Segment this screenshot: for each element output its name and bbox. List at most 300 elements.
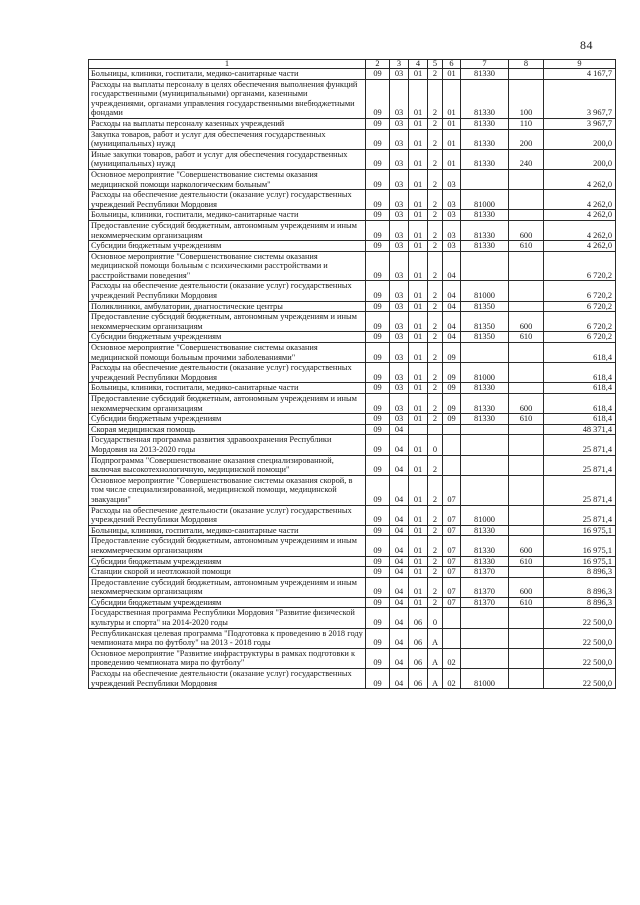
row-name: Поликлиники, амбулатории, диагностические центры: [89, 301, 366, 312]
code-program: 2: [428, 536, 443, 556]
code-target-article: 81330: [461, 383, 509, 394]
code-program: 2: [428, 332, 443, 343]
table-row: [89, 241, 616, 252]
code-expense-type: [509, 281, 544, 301]
code-subprogram: 01: [443, 149, 461, 169]
code-ministry: 09: [366, 525, 390, 536]
code-subprogram: 07: [443, 567, 461, 578]
row-name: Основное мероприятие "Развитие инфраструктуры в рамках подготовки к проведению чемпионата мира по футболу": [89, 648, 366, 668]
table-row: [89, 210, 616, 221]
code-expense-type: [509, 343, 544, 363]
row-amount: 16 975,1: [544, 536, 616, 556]
code-subprogram: 07: [443, 597, 461, 608]
code-subprogram: [443, 424, 461, 435]
code-subprogram: 03: [443, 169, 461, 189]
code-target-article: 81330: [461, 414, 509, 425]
code-subsection: 01: [409, 435, 428, 455]
code-program: 2: [428, 149, 443, 169]
code-ministry: 09: [366, 69, 390, 80]
code-subprogram: 07: [443, 525, 461, 536]
code-expense-type: [509, 608, 544, 628]
code-section: 03: [390, 414, 409, 425]
code-program: 2: [428, 69, 443, 80]
code-target-article: [461, 455, 509, 475]
row-name: Субсидии бюджетным учреждениям: [89, 556, 366, 567]
row-amount: 22 500,0: [544, 608, 616, 628]
row-name: Расходы на выплаты персоналу казенных учреждений: [89, 118, 366, 129]
code-target-article: [461, 424, 509, 435]
code-subprogram: 07: [443, 505, 461, 525]
code-subprogram: 09: [443, 394, 461, 414]
code-subsection: 01: [409, 455, 428, 475]
code-ministry: 09: [366, 597, 390, 608]
code-ministry: 09: [366, 475, 390, 505]
code-ministry: 09: [366, 363, 390, 383]
table-row: [89, 577, 616, 597]
code-ministry: 09: [366, 241, 390, 252]
table-row: [89, 363, 616, 383]
code-target-article: 81370: [461, 567, 509, 578]
table-row: [89, 79, 616, 118]
row-amount: 25 871,4: [544, 475, 616, 505]
code-section: 03: [390, 118, 409, 129]
row-name: Расходы на обеспечение деятельности (оказание услуг) государственных учреждений Республики Мордовия: [89, 281, 366, 301]
code-expense-type: 100: [509, 79, 544, 118]
row-name: Предоставление субсидий бюджетным, автономным учреждениям и иным некоммерческим организациям: [89, 312, 366, 332]
code-expense-type: 110: [509, 118, 544, 129]
code-section: 03: [390, 312, 409, 332]
row-name: Предоставление субсидий бюджетным, автономным учреждениям и иным некоммерческим организациям: [89, 220, 366, 240]
code-program: 2: [428, 169, 443, 189]
row-name: Больницы, клиники, госпитали, медико-санитарные части: [89, 383, 366, 394]
row-name: Республиканская целевая программа "Подготовка к проведению в 2018 году чемпионата мира по футболу" на 2013 - 2018 годы: [89, 628, 366, 648]
table-row: [89, 536, 616, 556]
code-expense-type: [509, 251, 544, 281]
code-target-article: 81350: [461, 332, 509, 343]
code-subsection: 01: [409, 363, 428, 383]
code-expense-type: [509, 567, 544, 578]
code-ministry: 09: [366, 435, 390, 455]
code-section: 03: [390, 241, 409, 252]
row-amount: 6 720,2: [544, 251, 616, 281]
code-expense-type: [509, 669, 544, 689]
column-header: 1: [89, 60, 366, 69]
code-subsection: 01: [409, 190, 428, 210]
code-program: 2: [428, 251, 443, 281]
code-subsection: 01: [409, 343, 428, 363]
code-expense-type: 600: [509, 394, 544, 414]
code-section: 04: [390, 505, 409, 525]
code-expense-type: [509, 455, 544, 475]
code-section: 03: [390, 281, 409, 301]
code-section: 03: [390, 79, 409, 118]
code-expense-type: [509, 648, 544, 668]
code-subsection: 06: [409, 648, 428, 668]
code-ministry: 09: [366, 628, 390, 648]
code-ministry: 09: [366, 577, 390, 597]
code-subprogram: 01: [443, 69, 461, 80]
code-subsection: 01: [409, 118, 428, 129]
code-section: 03: [390, 149, 409, 169]
row-amount: 25 871,4: [544, 455, 616, 475]
row-name: Станции скорой и неотложной помощи: [89, 567, 366, 578]
code-subprogram: 07: [443, 577, 461, 597]
code-subprogram: 01: [443, 129, 461, 149]
code-subprogram: 09: [443, 414, 461, 425]
code-subsection: 01: [409, 505, 428, 525]
table-row: [89, 118, 616, 129]
code-target-article: 81370: [461, 577, 509, 597]
table-row: [89, 414, 616, 425]
row-name: Основное мероприятие "Совершенствование системы оказания медицинской помощи наркологическим больным": [89, 169, 366, 189]
row-amount: 618,4: [544, 394, 616, 414]
row-name: Скорая медицинская помощь: [89, 424, 366, 435]
row-amount: 4 262,0: [544, 220, 616, 240]
code-target-article: 81330: [461, 118, 509, 129]
code-target-article: 81330: [461, 79, 509, 118]
code-section: 03: [390, 394, 409, 414]
code-ministry: 09: [366, 251, 390, 281]
code-ministry: 09: [366, 220, 390, 240]
row-name: Иные закупки товаров, работ и услуг для обеспечения государственных (муниципальных) нужд: [89, 149, 366, 169]
code-program: 2: [428, 210, 443, 221]
code-expense-type: 610: [509, 414, 544, 425]
code-subprogram: 09: [443, 383, 461, 394]
column-header: 8: [509, 60, 544, 69]
row-amount: 16 975,1: [544, 525, 616, 536]
code-subsection: 01: [409, 567, 428, 578]
code-target-article: 81330: [461, 394, 509, 414]
code-subprogram: [443, 435, 461, 455]
code-program: А: [428, 648, 443, 668]
code-ministry: 09: [366, 669, 390, 689]
code-expense-type: [509, 169, 544, 189]
row-name: Расходы на обеспечение деятельности (оказание услуг) государственных учреждений Республики Мордовия: [89, 363, 366, 383]
code-subprogram: 09: [443, 363, 461, 383]
code-section: 03: [390, 129, 409, 149]
table-row: [89, 281, 616, 301]
code-program: 2: [428, 301, 443, 312]
code-program: 2: [428, 597, 443, 608]
table-row: [89, 424, 616, 435]
code-program: [428, 424, 443, 435]
table-row: [89, 556, 616, 567]
code-expense-type: 600: [509, 577, 544, 597]
code-ministry: 09: [366, 129, 390, 149]
code-ministry: 09: [366, 648, 390, 668]
code-program: 2: [428, 79, 443, 118]
code-subsection: 01: [409, 210, 428, 221]
code-expense-type: 240: [509, 149, 544, 169]
code-subsection: 01: [409, 475, 428, 505]
code-target-article: 81000: [461, 190, 509, 210]
row-amount: 6 720,2: [544, 301, 616, 312]
table-row: [89, 435, 616, 455]
code-expense-type: 610: [509, 597, 544, 608]
row-amount: 6 720,2: [544, 332, 616, 343]
code-target-article: 81330: [461, 149, 509, 169]
code-program: 2: [428, 505, 443, 525]
code-subsection: 01: [409, 536, 428, 556]
row-amount: 618,4: [544, 383, 616, 394]
table-row: [89, 567, 616, 578]
code-subprogram: [443, 455, 461, 475]
code-target-article: [461, 475, 509, 505]
code-ministry: 09: [366, 190, 390, 210]
code-target-article: 81330: [461, 69, 509, 80]
code-program: 0: [428, 608, 443, 628]
code-expense-type: [509, 301, 544, 312]
code-program: 2: [428, 343, 443, 363]
table-row: [89, 129, 616, 149]
code-ministry: 09: [366, 383, 390, 394]
code-subsection: 01: [409, 129, 428, 149]
code-program: А: [428, 669, 443, 689]
code-subsection: 01: [409, 149, 428, 169]
row-amount: 200,0: [544, 129, 616, 149]
code-subprogram: 03: [443, 210, 461, 221]
code-program: 2: [428, 414, 443, 425]
table-row: [89, 220, 616, 240]
table-row: [89, 169, 616, 189]
table-body: [89, 69, 616, 689]
code-section: 04: [390, 577, 409, 597]
table-row: [89, 475, 616, 505]
column-header: 6: [443, 60, 461, 69]
table-row: [89, 251, 616, 281]
code-section: 03: [390, 343, 409, 363]
code-expense-type: [509, 525, 544, 536]
code-subsection: 01: [409, 281, 428, 301]
row-name: Предоставление субсидий бюджетным, автономным учреждениям и иным некоммерческим организациям: [89, 394, 366, 414]
row-amount: 22 500,0: [544, 628, 616, 648]
code-expense-type: 610: [509, 241, 544, 252]
code-expense-type: [509, 190, 544, 210]
code-target-article: 81330: [461, 556, 509, 567]
row-name: Основное мероприятие "Совершенствование системы оказания медицинской помощи больным прочими заболеваниями": [89, 343, 366, 363]
code-ministry: 09: [366, 118, 390, 129]
column-header: 5: [428, 60, 443, 69]
code-program: 2: [428, 525, 443, 536]
code-section: 04: [390, 669, 409, 689]
row-name: Субсидии бюджетным учреждениям: [89, 332, 366, 343]
code-program: 2: [428, 394, 443, 414]
code-section: 03: [390, 301, 409, 312]
code-program: 2: [428, 556, 443, 567]
row-name: Подпрограмма "Совершенствование оказания специализированной, включая высокотехнологичную, медицинской помощи": [89, 455, 366, 475]
table-row: [89, 505, 616, 525]
code-target-article: [461, 608, 509, 628]
code-program: 2: [428, 455, 443, 475]
table-row: [89, 149, 616, 169]
code-subsection: 01: [409, 301, 428, 312]
row-name: Государственная программа Республики Мордовия "Развитие физической культуры и спорта" на 2014-2020 годы: [89, 608, 366, 628]
column-header: 3: [390, 60, 409, 69]
code-subprogram: 01: [443, 79, 461, 118]
table-row: [89, 332, 616, 343]
row-amount: 618,4: [544, 363, 616, 383]
code-subsection: 01: [409, 525, 428, 536]
row-amount: 48 371,4: [544, 424, 616, 435]
row-name: Больницы, клиники, госпитали, медико-санитарные части: [89, 210, 366, 221]
code-ministry: 09: [366, 301, 390, 312]
row-amount: 4 262,0: [544, 190, 616, 210]
code-subsection: 01: [409, 383, 428, 394]
code-ministry: 09: [366, 312, 390, 332]
column-number-row: [89, 60, 616, 69]
code-subsection: 01: [409, 69, 428, 80]
row-name: Основное мероприятие "Совершенствование системы оказания скорой, в том числе специализированной, медицинской помощи, медицинской эвакуации": [89, 475, 366, 505]
code-ministry: 09: [366, 210, 390, 221]
row-name: Основное мероприятие "Совершенствование системы оказания медицинской помощи больным с психическими расстройствами и расстройствами поведения": [89, 251, 366, 281]
row-amount: 6 720,2: [544, 312, 616, 332]
code-subsection: 01: [409, 241, 428, 252]
code-subprogram: 07: [443, 556, 461, 567]
code-expense-type: [509, 424, 544, 435]
code-expense-type: 600: [509, 220, 544, 240]
code-program: 2: [428, 281, 443, 301]
code-subsection: 06: [409, 608, 428, 628]
table-row: [89, 69, 616, 80]
code-expense-type: 610: [509, 556, 544, 567]
row-amount: 3 967,7: [544, 79, 616, 118]
row-name: Расходы на обеспечение деятельности (оказание услуг) государственных учреждений Республики Мордовия: [89, 669, 366, 689]
code-subsection: 06: [409, 628, 428, 648]
table-row: [89, 628, 616, 648]
code-section: 04: [390, 424, 409, 435]
row-amount: 618,4: [544, 414, 616, 425]
code-section: 03: [390, 251, 409, 281]
code-program: 2: [428, 220, 443, 240]
code-subprogram: 01: [443, 118, 461, 129]
code-program: 2: [428, 190, 443, 210]
row-amount: 3 967,7: [544, 118, 616, 129]
code-subprogram: 07: [443, 475, 461, 505]
row-name: Больницы, клиники, госпитали, медико-санитарные части: [89, 69, 366, 80]
code-target-article: 81000: [461, 505, 509, 525]
row-name: Больницы, клиники, госпитали, медико-санитарные части: [89, 525, 366, 536]
row-amount: 4 262,0: [544, 210, 616, 221]
code-target-article: 81330: [461, 536, 509, 556]
code-subprogram: 04: [443, 301, 461, 312]
code-section: 04: [390, 567, 409, 578]
row-name: Расходы на обеспечение деятельности (оказание услуг) государственных учреждений Республики Мордовия: [89, 505, 366, 525]
row-amount: 25 871,4: [544, 505, 616, 525]
code-program: 2: [428, 312, 443, 332]
column-header: 9: [544, 60, 616, 69]
table-row: [89, 383, 616, 394]
code-ministry: 09: [366, 567, 390, 578]
code-program: 2: [428, 118, 443, 129]
code-subsection: 01: [409, 220, 428, 240]
code-ministry: 09: [366, 281, 390, 301]
budget-table: [88, 59, 616, 689]
row-amount: 22 500,0: [544, 669, 616, 689]
code-target-article: 81330: [461, 241, 509, 252]
code-subprogram: 09: [443, 343, 461, 363]
code-section: 04: [390, 525, 409, 536]
code-subprogram: 04: [443, 332, 461, 343]
code-ministry: 09: [366, 343, 390, 363]
code-subprogram: 07: [443, 536, 461, 556]
code-subsection: 01: [409, 79, 428, 118]
code-ministry: 09: [366, 149, 390, 169]
row-name: Расходы на обеспечение деятельности (оказание услуг) государственных учреждений Республики Мордовия: [89, 190, 366, 210]
row-name: Субсидии бюджетным учреждениям: [89, 414, 366, 425]
code-expense-type: 600: [509, 312, 544, 332]
row-name: Субсидии бюджетным учреждениям: [89, 597, 366, 608]
code-section: 04: [390, 597, 409, 608]
row-name: Субсидии бюджетным учреждениям: [89, 241, 366, 252]
code-target-article: [461, 628, 509, 648]
code-ministry: 09: [366, 332, 390, 343]
table-row: [89, 608, 616, 628]
code-program: 2: [428, 577, 443, 597]
code-section: 03: [390, 169, 409, 189]
code-section: 03: [390, 332, 409, 343]
code-ministry: 09: [366, 79, 390, 118]
code-section: 03: [390, 69, 409, 80]
code-subprogram: [443, 608, 461, 628]
code-expense-type: [509, 435, 544, 455]
code-section: 04: [390, 556, 409, 567]
code-expense-type: [509, 475, 544, 505]
code-program: 2: [428, 129, 443, 149]
code-program: 2: [428, 567, 443, 578]
code-section: 04: [390, 648, 409, 668]
code-section: 03: [390, 210, 409, 221]
code-target-article: [461, 648, 509, 668]
code-target-article: 81000: [461, 363, 509, 383]
code-section: 03: [390, 383, 409, 394]
code-target-article: [461, 343, 509, 363]
code-section: 03: [390, 363, 409, 383]
code-section: 04: [390, 536, 409, 556]
code-section: 03: [390, 220, 409, 240]
table-row: [89, 190, 616, 210]
column-header: 4: [409, 60, 428, 69]
code-ministry: 09: [366, 536, 390, 556]
row-name: Закупка товаров, работ и услуг для обеспечения государственных (муниципальных) нужд: [89, 129, 366, 149]
code-expense-type: [509, 210, 544, 221]
code-program: 2: [428, 475, 443, 505]
code-subprogram: 03: [443, 241, 461, 252]
code-target-article: 81370: [461, 597, 509, 608]
row-amount: 8 896,3: [544, 597, 616, 608]
table-row: [89, 525, 616, 536]
code-subprogram: 04: [443, 281, 461, 301]
column-header: 2: [366, 60, 390, 69]
row-amount: 200,0: [544, 149, 616, 169]
code-subprogram: 03: [443, 220, 461, 240]
row-name: Расходы на выплаты персоналу в целях обеспечения выполнения функций государственными (муниципальными) органами, казенными учреждениями, органами управления государственными внебюджетными фондами: [89, 79, 366, 118]
code-expense-type: 600: [509, 536, 544, 556]
code-target-article: 81000: [461, 669, 509, 689]
code-subsection: 01: [409, 556, 428, 567]
code-target-article: 81330: [461, 210, 509, 221]
code-ministry: 09: [366, 556, 390, 567]
row-amount: 4 167,7: [544, 69, 616, 80]
row-amount: 6 720,2: [544, 281, 616, 301]
code-section: 04: [390, 628, 409, 648]
code-subsection: 01: [409, 251, 428, 281]
code-expense-type: [509, 383, 544, 394]
code-program: А: [428, 628, 443, 648]
code-target-article: 81350: [461, 312, 509, 332]
code-program: 0: [428, 435, 443, 455]
table-row: [89, 597, 616, 608]
code-section: 04: [390, 455, 409, 475]
